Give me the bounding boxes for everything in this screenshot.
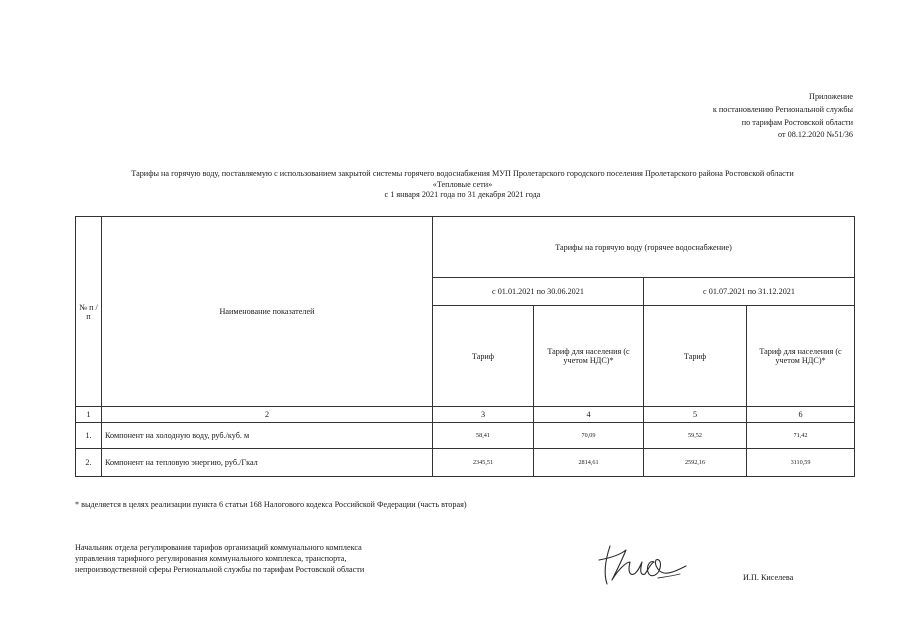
signer-name: И.П. Киселева	[743, 573, 794, 582]
handwritten-signature	[596, 540, 688, 588]
table-header-row	[76, 217, 855, 278]
signer-position	[75, 542, 364, 575]
population-tariff-header: Тариф для населения (с учетом НДС)*	[534, 306, 644, 407]
row-number: 1.	[76, 423, 102, 449]
appendix-line: Приложение	[809, 92, 853, 101]
column-number: 5	[644, 407, 747, 423]
column-number: 3	[433, 407, 534, 423]
signer-position-line: Начальник отдела регулирования тарифов организаций коммунального комплекса	[75, 543, 362, 552]
tariff-header: Тариф	[644, 306, 747, 407]
title-line: «Тепловые сети»	[432, 179, 493, 189]
cell-value: 71,42	[747, 423, 855, 449]
table-row	[76, 449, 855, 477]
appendix-line: по тарифам Ростовской области	[741, 117, 853, 127]
number-column-header: № п /п	[76, 217, 102, 407]
appendix-line: к постановлению Региональной службы	[712, 104, 853, 114]
appendix-block	[713, 91, 853, 142]
column-number: 2	[102, 407, 433, 423]
row-number: 2.	[76, 449, 102, 477]
cell-value: 3110,59	[747, 449, 855, 477]
row-name: Компонент на тепловую энергию, руб./Гкал	[102, 449, 433, 477]
cell-value: 58,41	[433, 423, 534, 449]
cell-value: 2814,61	[534, 449, 644, 477]
cell-value: 2345,51	[433, 449, 534, 477]
column-number: 4	[534, 407, 644, 423]
population-tariff-header: Тариф для населения (с учетом НДС)*	[747, 306, 855, 407]
signer-position-line: управления тарифного регулирования коммунального комплекса, транспорта,	[75, 554, 347, 563]
title-line: с 1 января 2021 года по 31 декабря 2021 года	[384, 190, 541, 199]
column-number: 1	[76, 407, 102, 423]
tariff-table	[75, 216, 855, 477]
column-number: 6	[747, 407, 855, 423]
table-row	[76, 423, 855, 449]
tariff-header: Тариф	[433, 306, 534, 407]
document-title	[60, 169, 865, 201]
signer-position-line: непроизводственной сферы Региональной службы по тарифам Ростовской области	[75, 565, 365, 574]
cell-value: 2592,16	[644, 449, 747, 477]
footnote: * выделяется в целях реализации пункта 6 статьи 168 Налогового кодекса Российской Федерации (часть вторая)	[75, 500, 467, 509]
period-1-header: с 01.01.2021 по 30.06.2021	[433, 278, 644, 306]
row-name: Компонент на холодную воду, руб./куб. м	[102, 423, 433, 449]
cell-value: 70,09	[534, 423, 644, 449]
tariff-group-header: Тарифы на горячую воду (горячее водоснабжение)	[433, 217, 855, 278]
cell-value: 59,52	[644, 423, 747, 449]
column-number-row	[76, 407, 855, 423]
title-line: Тарифы на горячую воду, поставляемую с использованием закрытой системы горячего водоснабжения МУП Пролетарского городского поселения Пролетарского района Ростовской области	[131, 169, 794, 178]
period-2-header: с 01.07.2021 по 31.12.2021	[644, 278, 855, 306]
name-column-header: Наименование показателей	[102, 217, 433, 407]
appendix-line: от 08.12.2020 №51/36	[778, 130, 853, 140]
